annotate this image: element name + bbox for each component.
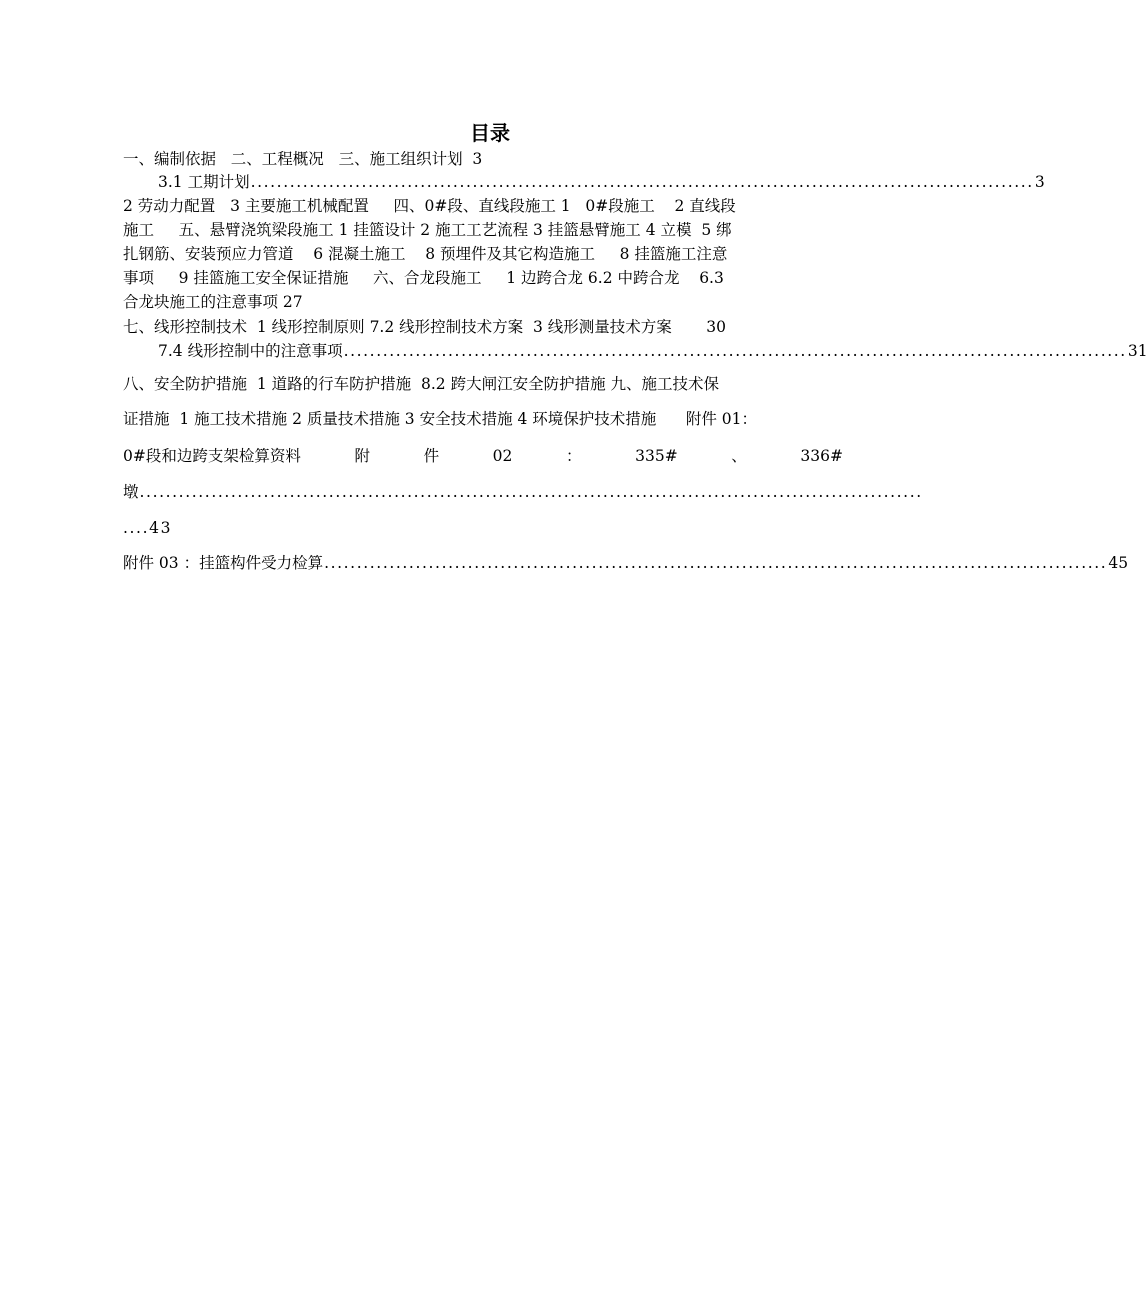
toc-entry-label: 附件 03 ：挂篮构件受力检算 [123,554,324,572]
toc-entry-page: 45 [1108,554,1129,572]
toc-leader-dots: ........................................................................................................................ [250,173,1034,191]
toc-line-2: 2 劳动力配置 3 主要施工机械配置 四、0#段、直线段施工 1 0#段施工 2 直线段 [123,197,736,215]
toc-title: 目录 [470,121,510,145]
toc-line-9: 证措施 1 施工技术措施 2 质量技术措施 3 安全技术措施 4 环境保护技术措施 附件 01： [123,410,758,428]
toc-entry-3-1 [158,171,1045,193]
toc-leader-dots: ........................................................................................................................ [324,554,1108,572]
toc-line-3: 施工 五、悬臂浇筑梁段施工 1 挂篮设计 2 施工工艺流程 3 挂篮悬臂施工 4 立模 5 绑 [123,221,732,239]
spread-part: 、 [731,447,747,465]
spread-part: 02 [492,447,513,465]
toc-entry-page: 3 [1034,173,1045,191]
toc-line-1: 一、编制依据 二、工程概况 三、施工组织计划 3 [123,150,483,168]
toc-entry-page: 31 [1127,342,1148,360]
toc-line-8: 八、安全防护措施 1 道路的行车防护措施 8.2 跨大闸江安全防护措施 九、施工技术保 [123,375,720,393]
toc-line-10: ....43 [123,519,173,537]
toc-entry-label: 7.4 线形控制中的注意事项 [158,342,343,360]
toc-line-5: 事项 9 挂篮施工安全保证措施 六、合龙段施工 1 边跨合龙 6.2 中跨合龙 6.3 [123,269,724,287]
spread-part: 附 [354,447,370,465]
toc-entry-label: 墩 [123,483,139,501]
toc-entry-label: 3.1 工期计划 [158,173,250,191]
toc-entry-appendix-03 [123,552,1129,574]
spread-part: ： [566,447,582,465]
toc-leader-dots: ........................................................................................................................ [139,483,923,501]
toc-line-spread [123,445,843,467]
toc-entry-dun [123,481,923,503]
toc-line-4: 扎钢筋、安装预应力管道 6 混凝土施工 8 预埋件及其它构造施工 8 挂篮施工注意 [123,245,728,263]
spread-part: 336# [800,447,843,465]
spread-part: 335# [635,447,678,465]
toc-line-7: 七、线形控制技术 1 线形控制原则 7.2 线形控制技术方案 3 线形测量技术方案 30 [123,318,727,336]
spread-part: 0#段和边跨支架检算资料 [123,447,301,465]
toc-leader-dots: ........................................................................................................................ [343,342,1127,360]
toc-line-6: 合龙块施工的注意事项 27 [123,293,303,311]
spread-part: 件 [423,447,440,465]
toc-entry-7-4 [158,340,1148,362]
